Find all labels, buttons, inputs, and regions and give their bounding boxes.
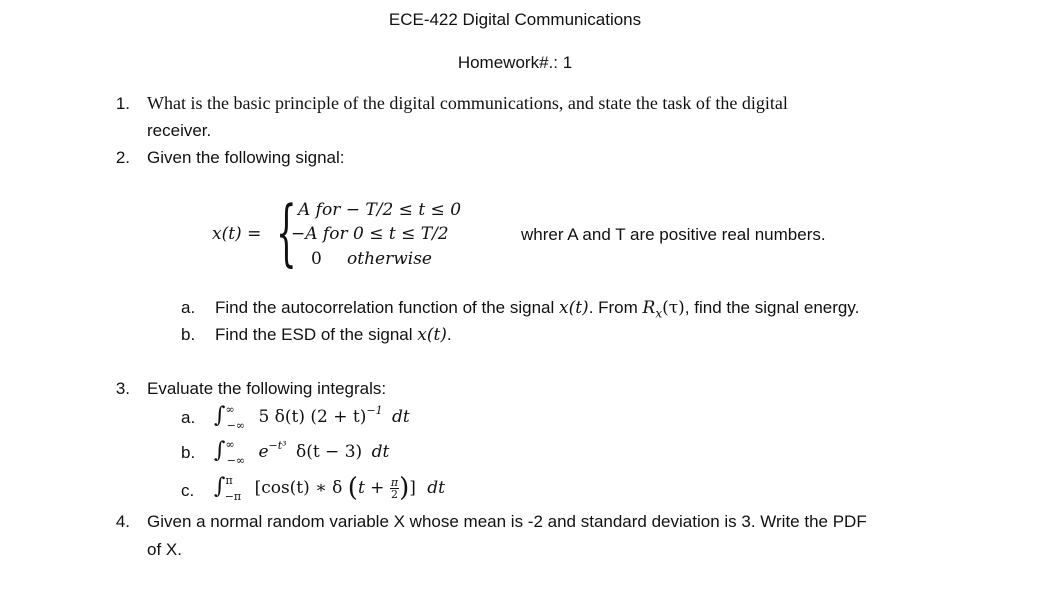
question-text: Given a normal random variable X whose mean is -2 and standard deviation is 3. Write the PDF — [147, 512, 867, 531]
homework-label: Homework#.: 1 — [457, 53, 573, 72]
question-text: Evaluate the following integrals: — [147, 379, 387, 398]
subquestion-label: b. — [181, 443, 196, 462]
subquestion-label: c. — [181, 481, 195, 500]
integral-c — [214, 473, 445, 503]
question-number: 2. — [115, 148, 130, 167]
question-number: 4. — [115, 512, 130, 531]
subquestion-b — [215, 325, 452, 345]
integrand: δ(t − 3) — [295, 442, 363, 462]
fraction-denominator: 2 — [390, 488, 398, 501]
shift-expression: t + — [357, 478, 385, 498]
case-2: −A for 0 ≤ t ≤ T/2 — [291, 224, 449, 244]
case-3-condition: otherwise — [347, 249, 432, 269]
integrand: 5 δ(t) (2 + t) — [258, 407, 367, 427]
differential: dt — [371, 442, 390, 462]
close-bracket: ] — [409, 478, 416, 498]
fraction — [390, 477, 399, 500]
lower-limit: −∞ — [226, 419, 246, 432]
subquestion-label: b. — [181, 325, 196, 344]
differential: dt — [427, 478, 445, 498]
lower-limit: −∞ — [226, 454, 246, 467]
case-1: A for − T/2 ≤ t ≤ 0 — [298, 200, 462, 220]
subquestion-text: Find the autocorrelation function of the signal — [215, 298, 559, 317]
integral-sign: ∫ — [214, 403, 226, 428]
differential: dt — [391, 407, 410, 427]
exponent: −1 — [366, 404, 383, 417]
signal-symbol: x(t) — [417, 325, 447, 345]
integral-sign: ∫ — [214, 474, 226, 499]
tau-symbol: (τ) — [662, 298, 685, 318]
question-number: 3. — [115, 379, 130, 398]
signal-note: whrer A and T are positive real numbers. — [521, 225, 826, 244]
upper-limit: ∞ — [225, 438, 235, 451]
course-title: ECE-422 Digital Communications — [388, 10, 642, 29]
question-text: What is the basic principle of the digital communications, and state the task of the digital — [147, 93, 788, 113]
question-number: 1. — [115, 94, 130, 113]
question-text-continued: of X. — [147, 540, 182, 559]
close-paren: ) — [399, 473, 410, 503]
signal-symbol: x(t) — [559, 298, 589, 318]
left-brace: { — [276, 190, 297, 274]
subquestion-label: a. — [181, 298, 196, 317]
subquestion-text: Find the ESD of the signal — [215, 325, 418, 344]
autocorrelation-symbol: R — [642, 298, 656, 318]
autocorrelation-subscript: x — [655, 306, 663, 321]
equation-lhs: x(t) = — [212, 224, 262, 244]
integral-a — [214, 403, 410, 432]
open-paren: ( — [347, 473, 358, 503]
fraction-numerator: π — [390, 476, 399, 489]
exponential-base: e — [258, 442, 269, 462]
lower-limit: −π — [224, 490, 242, 503]
subquestion-a — [215, 298, 859, 320]
integral-sign: ∫ — [214, 438, 226, 463]
question-text: Given the following signal: — [147, 148, 345, 167]
subquestion-text: . From — [588, 298, 643, 317]
subquestion-text: . — [446, 325, 452, 344]
case-3-value: 0 — [311, 249, 322, 269]
upper-limit: π — [225, 474, 233, 487]
subquestion-text: , find the signal energy. — [684, 298, 860, 317]
integrand: [cos(t) ∗ δ — [254, 478, 343, 498]
subquestion-label: a. — [181, 408, 196, 427]
exponent: −t³ — [268, 439, 287, 452]
integral-b — [214, 438, 390, 467]
homework-title — [0, 53, 1030, 73]
upper-limit: ∞ — [225, 403, 235, 416]
question-text-continued: receiver. — [147, 121, 212, 140]
